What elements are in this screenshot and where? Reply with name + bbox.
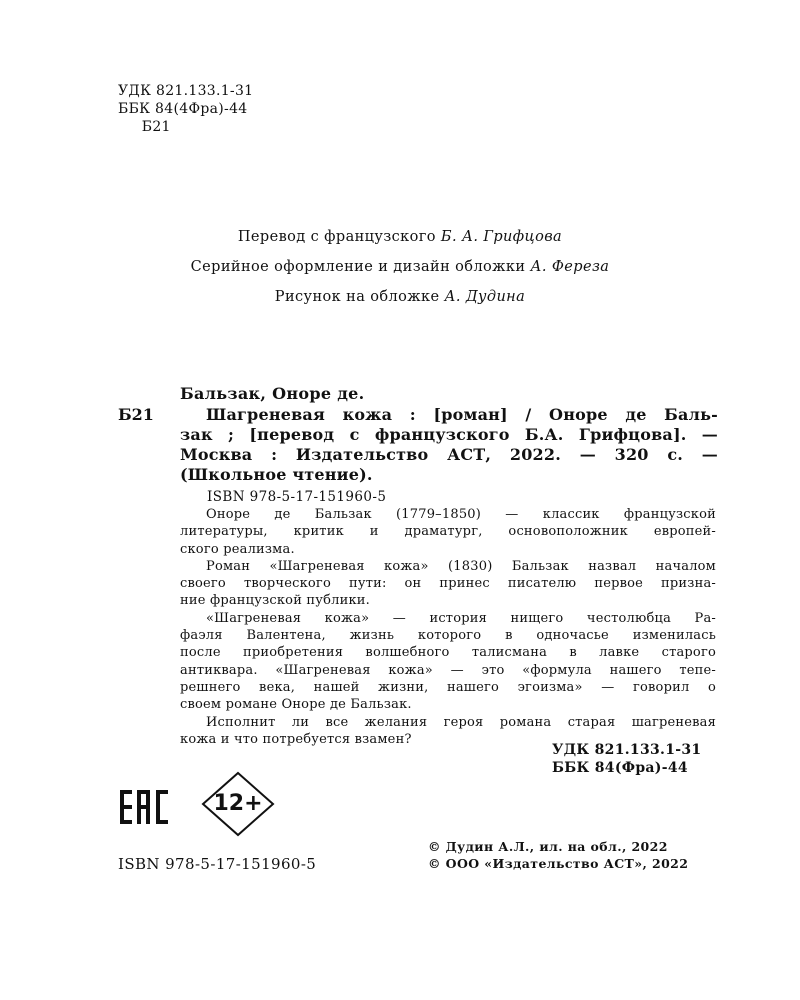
translator-name: Б. А. Грифцова: [440, 229, 563, 245]
bbk-code: ББК 84(Фра)-44: [552, 760, 688, 776]
design-credit: Серийное оформление и дизайн обложки А. Фереза: [190, 259, 610, 275]
illustration-credit: Рисунок на обложке А. Дудина: [274, 289, 526, 305]
record-author: Бальзак, Оноре де.: [180, 384, 365, 403]
annotation-line: Оноре де Бальзак (1779–1850) — классик французской: [206, 507, 716, 522]
isbn-bottom: ISBN 978-5-17-151960-5: [118, 855, 317, 873]
annotation-line: после приобретения волшебного талисмана в лавке старого: [180, 645, 716, 661]
annotation-line: Исполнит ли все желания героя романа старая шагреневая: [206, 714, 716, 730]
annotation-line: антиквара. «Шагреневая кожа» — это «формула нашего тепе-: [180, 662, 716, 678]
author-mark: Б21: [118, 119, 171, 135]
annotation-line: своего творческого пути: он принес писателю первое призна-: [180, 576, 716, 592]
illustrator-name: А. Дудина: [444, 289, 526, 305]
designer-name: А. Фереза: [530, 259, 610, 275]
annotation-line: фаэля Валентена, жизнь которого в одночасье изменилась: [180, 628, 716, 644]
annotation: [180, 506, 716, 748]
record-description: [180, 405, 718, 485]
annotation-line: «Шагреневая кожа» — история нищего честолюбца Ра-: [206, 610, 716, 626]
record-line: Шагреневая кожа : [роман] / Оноре де Баль-: [206, 405, 718, 424]
record-line: зак ; [перевод с французского Б.А. Грифцова]. —: [180, 425, 718, 444]
eac-conformity-mark-icon: [118, 787, 174, 827]
record-line: (Школьное чтение).: [180, 465, 373, 484]
annotation-line: Роман «Шагреневая кожа» (1830) Бальзак назвал началом: [206, 558, 716, 574]
top-classification: [118, 82, 253, 136]
copyright-line: © Дудин А.Л., ил. на обл., 2022: [428, 839, 668, 854]
record-isbn: ISBN 978-5-17-151960-5: [207, 489, 387, 505]
record-call-code: Б21: [118, 405, 154, 424]
age-rating-label: 12+: [213, 791, 263, 816]
annotation-line: решнего века, нашей жизни, нашего эгоизма» — говорил о: [180, 679, 716, 695]
record-line: Москва : Издательство АСТ, 2022. — 320 с. —: [180, 445, 718, 464]
annotation-line: кожа и что потребуется взамен?: [180, 731, 412, 747]
udk-code: УДК 821.133.1-31: [118, 83, 254, 99]
udk-code: УДК 821.133.1-31: [552, 742, 702, 758]
copyright-block: [428, 838, 688, 872]
translator-credit: Перевод с французского Б. А. Грифцова: [237, 229, 563, 245]
bbk-code: ББК 84(4Фра)-44: [118, 101, 248, 117]
annotation-line: литературы, критик и драматург, основоположник европей-: [180, 524, 716, 540]
annotation-line: ние французской публики.: [180, 593, 370, 609]
annotation-line: своем романе Оноре де Бальзак.: [180, 697, 412, 713]
annotation-line: ского реализма.: [180, 541, 295, 557]
right-classification: [552, 741, 701, 777]
copyright-line: © ООО «Издательство АСТ», 2022: [428, 856, 689, 871]
